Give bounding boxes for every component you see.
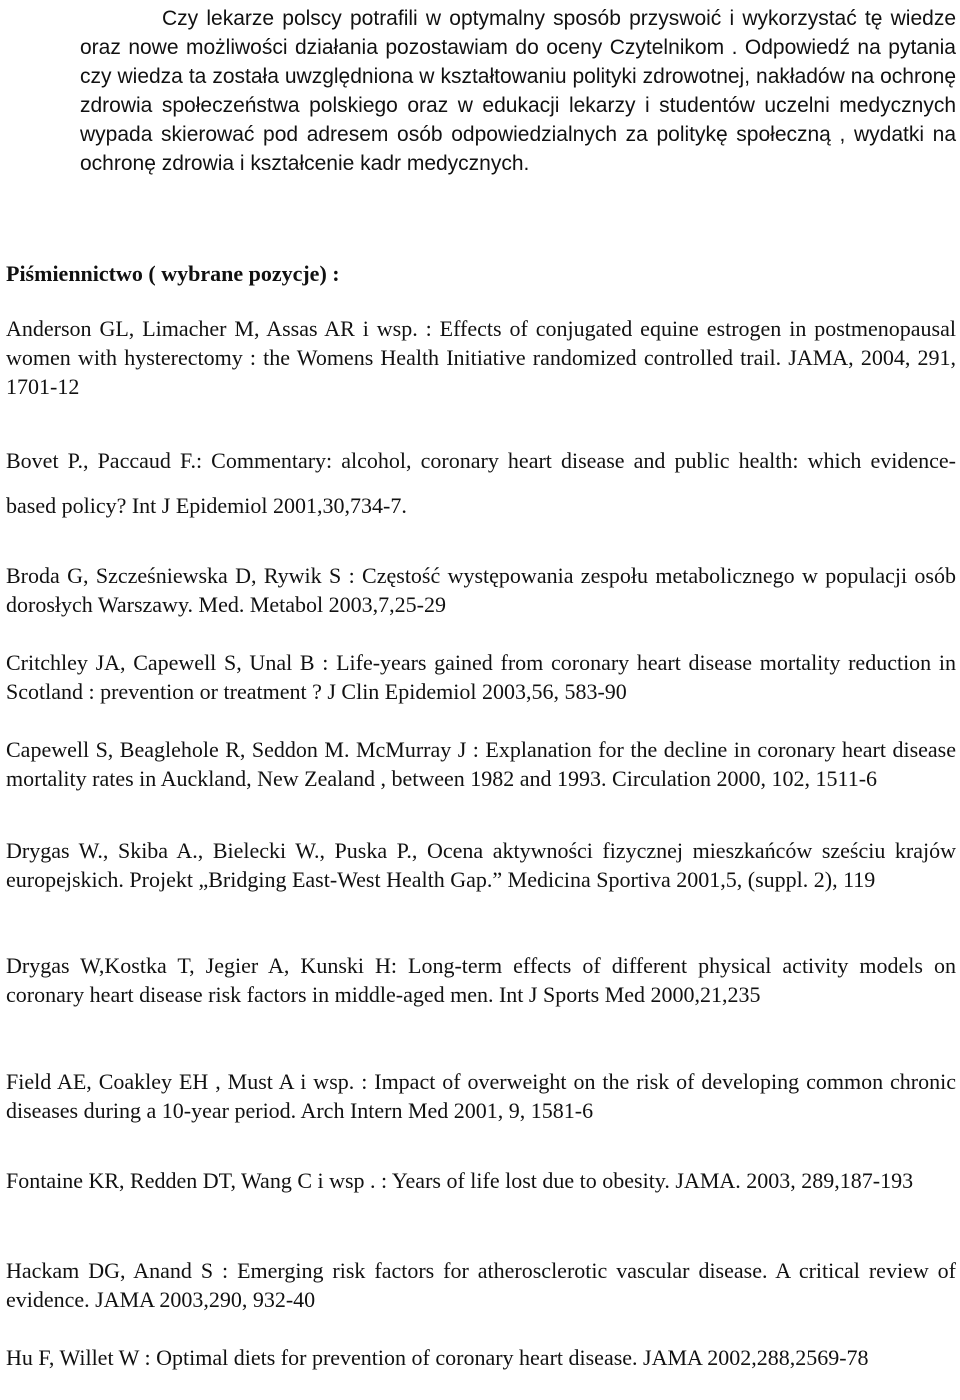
- reference-entry-9: Fontaine KR, Redden DT, Wang C i wsp . : Years of life lost due to obesity. JAMA. 2003, 289,187-193: [6, 1168, 914, 1193]
- reference-entry-2: Bovet P., Paccaud F.: Commentary: alcohol, coronary heart disease and public health: which evidence-based policy? Int J Epidemiol 2001,30,734-7.: [6, 448, 956, 518]
- intro-text: Czy lekarze polscy potrafili w optymalny sposób przyswoić i wykorzystać tę wiedze oraz nowe możliwości działania pozostawiam do oceny Czytelnikom . Odpowiedź na pytania czy wiedza ta została uwzględniona w kształtowaniu polityki zdrowotnej, nakładów na ochronę zdrowia społeczeństwa polskiego oraz w edukacji lekarzy i studentów uczelni medycznych wypada skierować pod adresem osób odpowiedzialnych za politykę społeczną , wydatki na ochronę zdrowia i kształcenie kadr medycznych.: [80, 7, 956, 175]
- reference-entry-3: Broda G, Szcześniewska D, Rywik S : Częstość występowania zespołu metabolicznego w populacji osób dorosłych Warszawy. Med. Metabol 2003,7,25-29: [6, 563, 956, 617]
- reference-entry-8: Field AE, Coakley EH , Must A i wsp. : Impact of overweight on the risk of developing common chronic diseases during a 10-year period. Arch Intern Med 2001, 9, 1581-6: [6, 1069, 956, 1123]
- intro-paragraph: [80, 4, 956, 178]
- bibliography-heading: Piśmiennictwo ( wybrane pozycje) :: [6, 261, 340, 286]
- reference-entry-5: Capewell S, Beaglehole R, Seddon M. McMurray J : Explanation for the decline in coronary heart disease mortality rates in Auckland, New Zealand , between 1982 and 1993. Circulation 2000, 102, 1511-6: [6, 737, 956, 791]
- reference-entry-10: Hackam DG, Anand S : Emerging risk factors for atherosclerotic vascular disease. A critical review of evidence. JAMA 2003,290, 932-40: [6, 1258, 956, 1312]
- reference-entry-4: Critchley JA, Capewell S, Unal B : Life-years gained from coronary heart disease mortality reduction in Scotland : prevention or treatment ? J Clin Epidemiol 2003,56, 583-90: [6, 650, 956, 704]
- reference-entry-11: Hu F, Willet W : Optimal diets for prevention of coronary heart disease. JAMA 2002,288,2569-78: [6, 1345, 869, 1370]
- reference-entry-7: Drygas W,Kostka T, Jegier A, Kunski H: Long-term effects of different physical activity models on coronary heart disease risk factors in middle-aged men. Int J Sports Med 2000,21,235: [6, 953, 956, 1007]
- reference-entry-1: Anderson GL, Limacher M, Assas AR i wsp. : Effects of conjugated equine estrogen in postmenopausal women with hysterectomy : the Womens Health Initiative randomized controlled trail. JAMA, 2004, 291, 1701-12: [6, 316, 956, 399]
- reference-entry-6: Drygas W., Skiba A., Bielecki W., Puska P., Ocena aktywności fizycznej mieszkańców sześciu krajów europejskich. Projekt „Bridging East-West Health Gap.” Medicina Sportiva 2001,5, (suppl. 2), 119: [6, 838, 956, 892]
